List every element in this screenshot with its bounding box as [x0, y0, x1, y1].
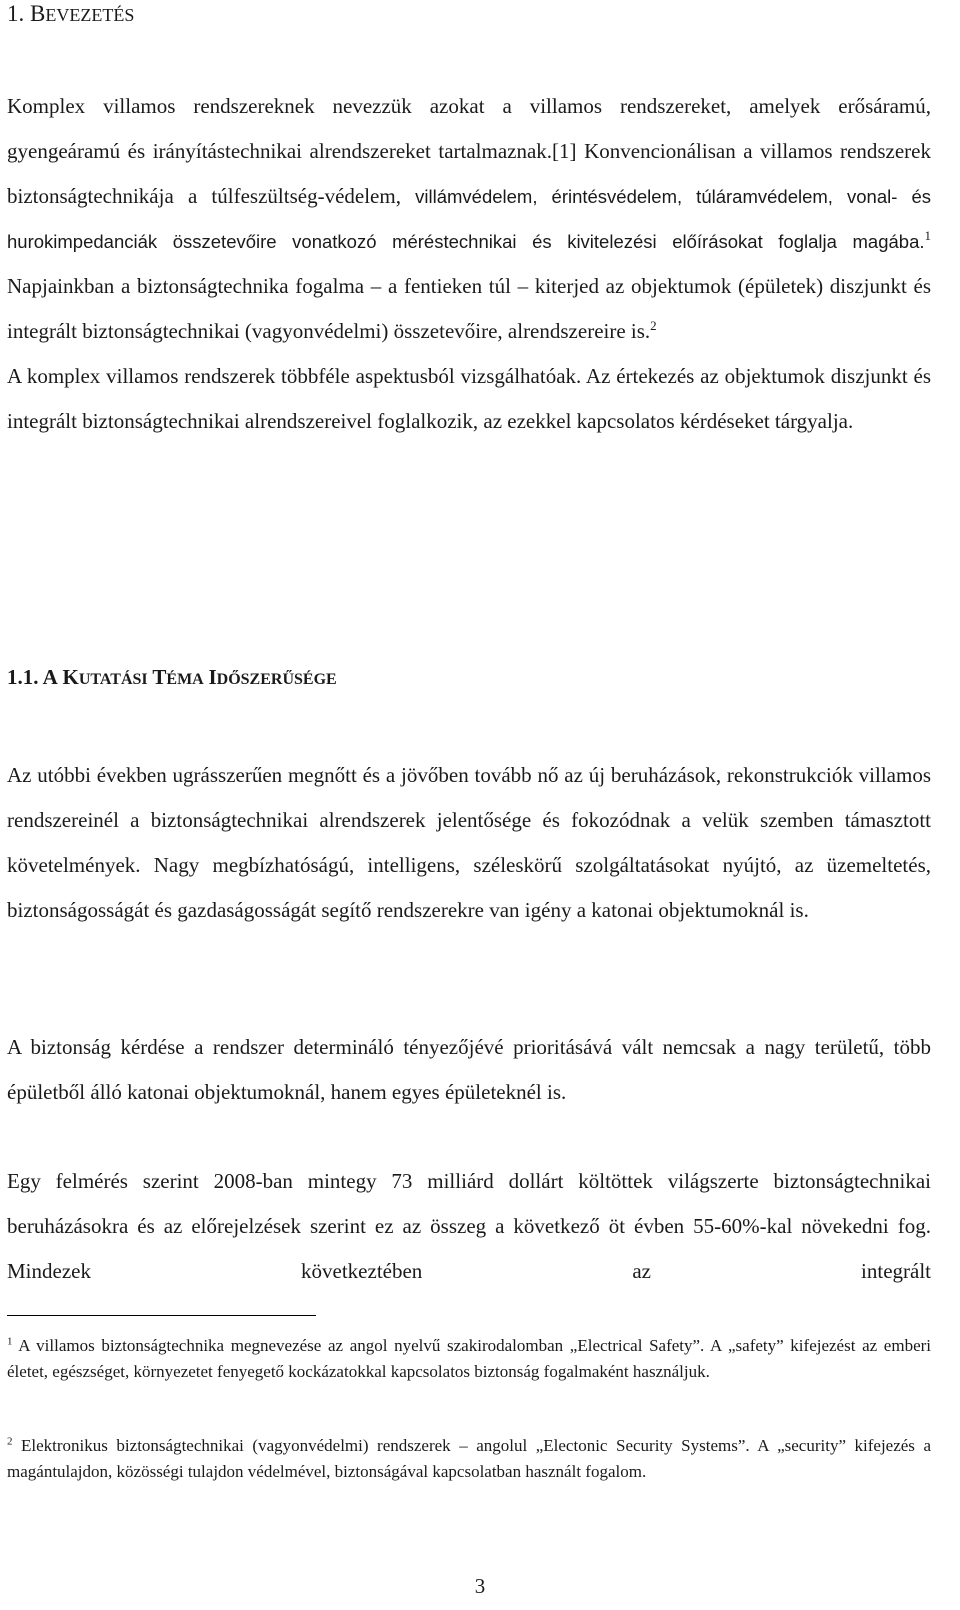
intro-text-1: Komplex villamos rendszereknek nevezzük azokat a villamos rendszereket, amelyek erősáramú, gyengeáramú és irányítástechnikai alrendszereket tartalmaznak.[1] Konvencionálisan a villamos rendszerek biztonságtechnikája a túlfeszültség-védelem, [7, 94, 931, 208]
chapter-title-rest: EVEZETÉS [45, 5, 135, 25]
chapter-title-initial: B [30, 1, 46, 26]
page-number: 3 [474, 1574, 486, 1598]
body-paragraph-2: A biztonság kérdése a rendszer determináló tényezőjévé prioritásává vált nemcsak a nagy területű, több épületből álló katonai objektumoknál, hanem egyes épületeknél is. [7, 1035, 931, 1104]
footnote-ref-2[interactable]: 2 [650, 318, 657, 333]
footnote-number-1: 1 [7, 1335, 13, 1348]
footnote-2 [7, 1433, 931, 1485]
section-number: 1.1. [7, 665, 43, 689]
footnote-text-1: A villamos biztonságtechnika megnevezése az angol nyelvű szakirodalomban „Electrical Safety”. A „safety” kifejezést az emberi életet, egészséget, környezetet fenyegető kockázatokkal kapcsolatos biztonság fogalmaként használjuk. [7, 1336, 931, 1381]
section-title-word-3-initial: T [152, 665, 167, 689]
section-title-word-2-initial: K [62, 665, 79, 689]
intro-text-4: A komplex villamos rendszerek többféle aspektusból vizsgálhatóak. Az értekezés az objektumok diszjunkt és integrált biztonságtechnikai alrendszereivel foglalkozik, az ezekkel kapcsolatos kérdéseket tárgyalja. [7, 364, 931, 433]
section-title-word-3-rest: ÉMA [166, 671, 204, 688]
section-title-word-2-rest: UTATÁSI [78, 671, 148, 688]
chapter-number: 1. [7, 1, 30, 26]
section-title-word-4-initial: I [208, 665, 217, 689]
body-paragraph-3: Egy felmérés szerint 2008-ban mintegy 73 milliárd dollárt költöttek világszerte biztonságtechnikai beruházásokra és az előrejelzések szerint ez az összeg a következő öt évben 55-60%-kal növekedni fog. Mindezek következtében az integrált [7, 1169, 931, 1283]
footnote-1 [7, 1333, 931, 1385]
body-paragraph-1: Az utóbbi években ugrásszerűen megnőtt és a jövőben tovább nő az új beruházások, rekonstrukciók villamos rendszereinél a biztonságtechnikai alrendszerek jelentősége és fokozódnak a velük szemben támasztott követelmények. Nagy megbízhatóságú, intelligens, széleskörű szolgáltatásokat nyújtó, az üzemeltetés, biztonságosságát és gazdaságosságát segítő rendszerekre van igény a katonai objektumoknál is. [7, 763, 931, 922]
section-title-word-4-rest: DŐSZERŰSÉGE [216, 671, 337, 688]
section-title-word-1: A [42, 665, 58, 689]
footnote-number-2: 2 [7, 1435, 13, 1448]
section-heading [7, 665, 931, 692]
footnote-text-2: Elektronikus biztonságtechnikai (vagyonvédelmi) rendszerek – angolul „Electonic Security Systems”. A „security” kifejezés a magántulajdon, közösségi tulajdon védelmével, biztonságával kapcsolatban használt fogalom. [7, 1436, 931, 1481]
chapter-heading [7, 0, 931, 29]
intro-text-2: villámvédelem, érintésvédelem, túláramvédelem, vonal- és hurokimpedanciák összetevőire vonatkozó méréstechnikai és kivitelezési előírásokat foglalja magába. [7, 186, 931, 252]
intro-text-3: Napjainkban a biztonságtechnika fogalma – a fentieken túl – kiterjed az objektumok (épületek) diszjunkt és integrált biztonságtechnikai (vagyonvédelmi) összetevőire, alrendszereire is. [7, 274, 931, 343]
footnote-separator [7, 1315, 316, 1316]
footnote-ref-1[interactable]: 1 [924, 228, 931, 243]
intro-paragraph [7, 84, 931, 444]
